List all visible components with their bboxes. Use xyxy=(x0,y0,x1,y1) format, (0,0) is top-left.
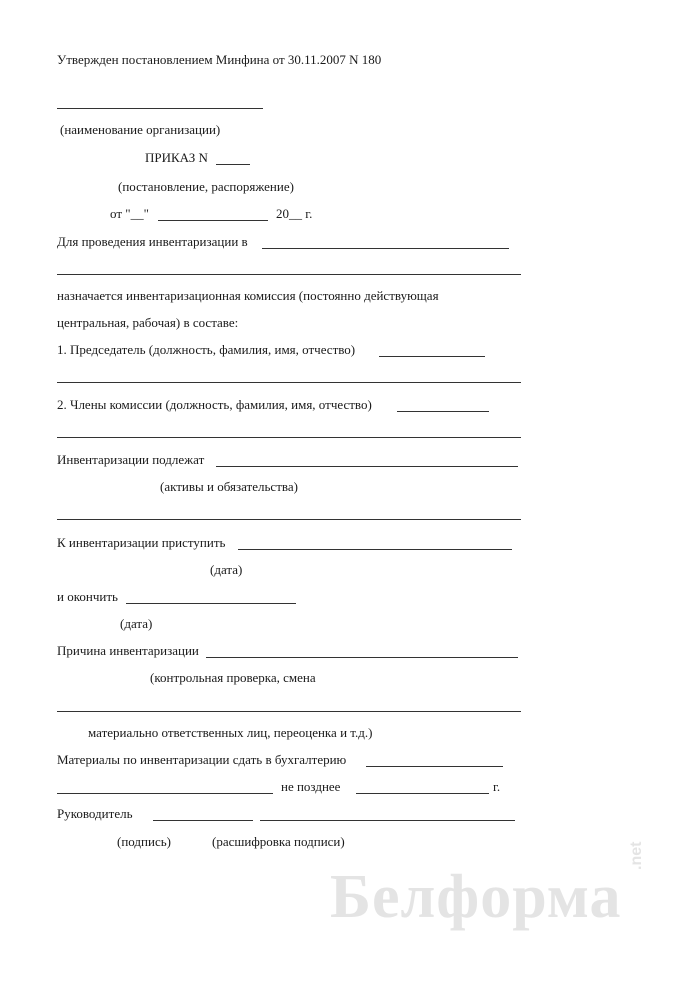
end-date-caption: (дата) xyxy=(120,616,153,631)
watermark-suffix: .net xyxy=(628,841,645,870)
watermark-logo: Белформа xyxy=(330,863,622,931)
commission-text-line1: назначается инвентаризационная комиссия (постоянно действующая xyxy=(57,288,439,303)
purpose-label: Для проведения инвентаризации в xyxy=(57,234,248,249)
date-month-field[interactable] xyxy=(158,220,268,221)
signature-caption: (подпись) xyxy=(117,834,171,849)
purpose-field[interactable] xyxy=(262,248,509,249)
members-field[interactable] xyxy=(397,411,489,412)
materials-field-continued[interactable] xyxy=(57,793,273,794)
organization-caption: (наименование организации) xyxy=(60,122,221,137)
signature-decode-caption: (расшифровка подписи) xyxy=(212,834,345,849)
organization-name-field[interactable] xyxy=(57,108,263,109)
subject-field-continued[interactable] xyxy=(57,519,521,520)
start-date-caption: (дата) xyxy=(210,562,243,577)
date-prefix: от "__" xyxy=(110,206,149,221)
chairman-field[interactable] xyxy=(379,356,485,357)
chairman-field-continued[interactable] xyxy=(57,382,521,383)
order-types-caption: (постановление, распоряжение) xyxy=(118,179,294,194)
order-title: ПРИКАЗ N xyxy=(145,150,208,165)
subject-field[interactable] xyxy=(216,466,518,467)
accounting-dept-field[interactable] xyxy=(366,766,503,767)
reason-label: Причина инвентаризации xyxy=(57,643,199,658)
order-number-field[interactable] xyxy=(216,164,250,165)
subject-caption: (активы и обязательства) xyxy=(160,479,298,494)
subject-label: Инвентаризации подлежат xyxy=(57,452,205,467)
commission-text-line2: центральная, рабочая) в составе: xyxy=(57,315,239,330)
materials-label: Материалы по инвентаризации сдать в бухгалтерию xyxy=(57,752,347,767)
signature-decode-field[interactable] xyxy=(260,820,515,821)
reason-field[interactable] xyxy=(206,657,518,658)
approval-header: Утвержден постановлением Минфина от 30.11.2007 N 180 xyxy=(57,52,382,67)
deadline-date-field[interactable] xyxy=(356,793,489,794)
reason-field-continued[interactable] xyxy=(57,711,521,712)
deadline-suffix: г. xyxy=(493,779,501,794)
end-date-field[interactable] xyxy=(126,603,296,604)
head-label: Руководитель xyxy=(57,806,133,821)
members-field-continued[interactable] xyxy=(57,437,521,438)
start-label: К инвентаризации приступить xyxy=(57,535,226,550)
start-date-field[interactable] xyxy=(238,549,512,550)
members-label: 2. Члены комиссии (должность, фамилия, имя, отчество) xyxy=(57,397,372,412)
deadline-label: не позднее xyxy=(281,779,341,794)
chairman-label: 1. Председатель (должность, фамилия, имя, отчество) xyxy=(57,342,356,357)
reason-caption-line2: материально ответственных лиц, переоценка и т.д.) xyxy=(88,725,373,740)
purpose-field-continued[interactable] xyxy=(57,274,521,275)
reason-caption-line1: (контрольная проверка, смена xyxy=(150,670,316,685)
end-label: и окончить xyxy=(57,589,118,604)
date-year: 20__ г. xyxy=(276,206,313,221)
signature-field[interactable] xyxy=(153,820,253,821)
